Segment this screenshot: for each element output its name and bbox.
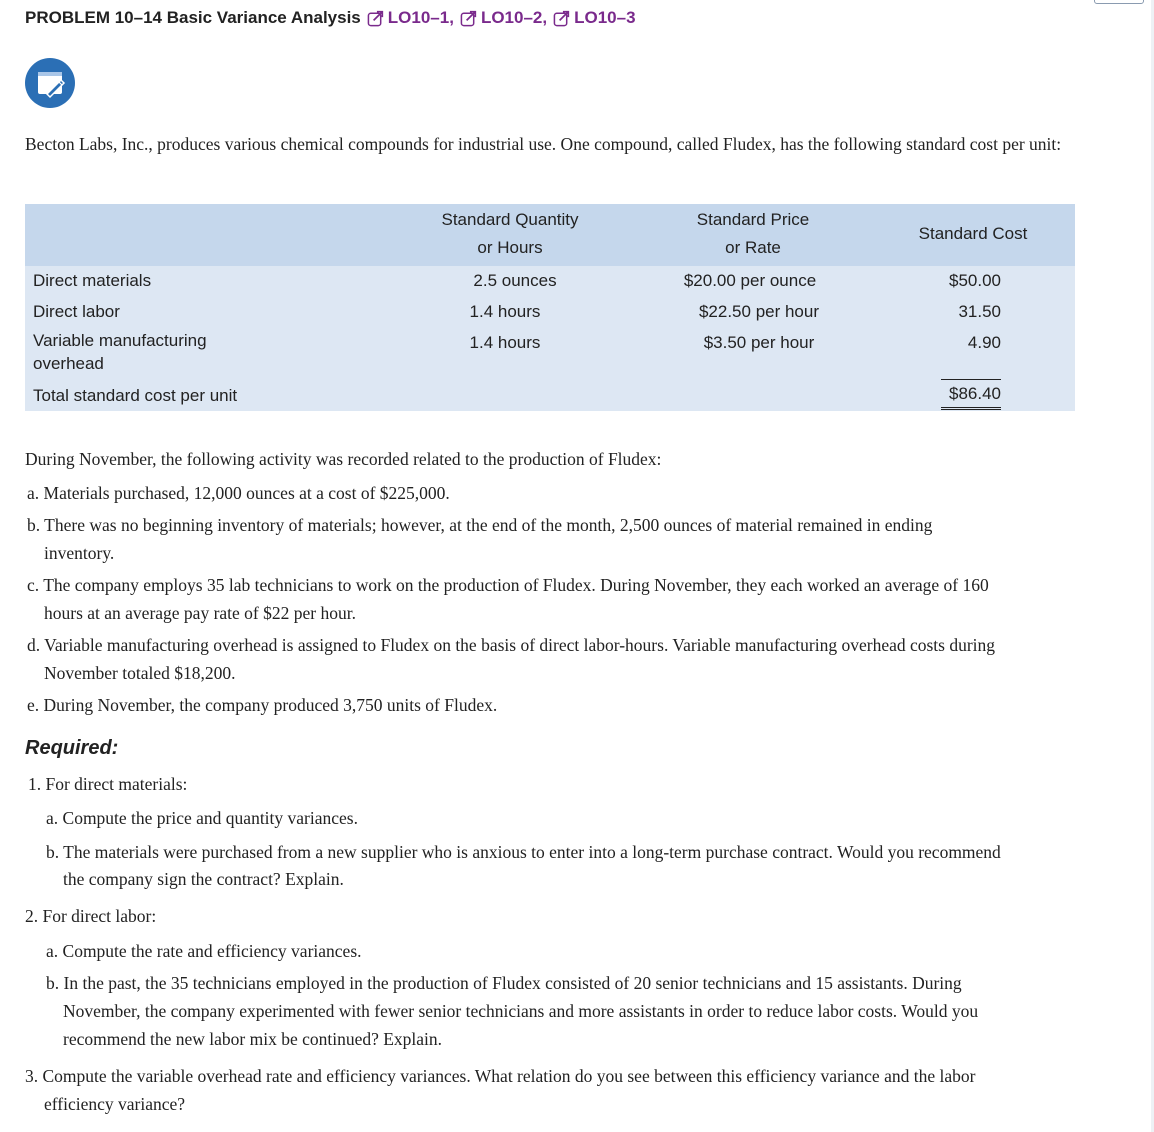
question-2a: a. Compute the rate and efficiency variances.	[46, 941, 362, 961]
row-label-materials: Direct materials	[33, 271, 152, 290]
question-3-line2: efficiency variance?	[44, 1094, 186, 1114]
activity-b-line2: inventory.	[44, 543, 115, 563]
lo-link-1[interactable]	[367, 8, 454, 28]
header-cost: Standard Cost	[918, 224, 1028, 243]
question-1b-line2: the company sign the contract? Explain.	[63, 869, 344, 889]
title-text: PROBLEM 10–14 Basic Variance Analysis	[25, 8, 361, 27]
row-cost-materials: $50.00	[949, 271, 1001, 290]
lo-label[interactable]: LO10–3	[574, 8, 636, 27]
external-link-icon	[553, 10, 570, 27]
header-qty-line2: or Hours	[477, 238, 543, 257]
row-qty-labor: 1.4 hours	[469, 302, 541, 321]
lo-link-2[interactable]	[460, 8, 547, 28]
total-label: Total standard cost per unit	[33, 386, 238, 405]
question-1b-line1: b. The materials were purchased from a new supplier who is anxious to enter into a long-term purchase contract. Would you recommend	[46, 842, 1001, 862]
activity-d-line1: d. Variable manufacturing overhead is assigned to Fludex on the basis of direct labor-hours. Variable manufacturing overhead costs during	[27, 635, 996, 655]
lo-label[interactable]: LO10–2,	[480, 8, 548, 27]
question-1: 1. For direct materials:	[28, 774, 188, 794]
row-qty-materials: 2.5 ounces	[473, 271, 557, 290]
row-price-labor: $22.50 per hour	[698, 302, 820, 321]
row-label-labor: Direct labor	[33, 302, 120, 321]
top-toolbar-button[interactable]	[1094, 0, 1144, 4]
header-price-line1: Standard Price	[696, 210, 810, 229]
external-link-icon	[460, 10, 477, 27]
notebook-icon	[25, 58, 75, 108]
row-price-materials: $20.00 per ounce	[683, 271, 817, 290]
problem-title	[25, 8, 636, 28]
standard-cost-table	[25, 204, 1075, 411]
activity-d-line2: November totaled $18,200.	[44, 663, 236, 683]
activity-e: e. During November, the company produced 3,750 units of Fludex.	[27, 695, 498, 715]
problem-badge	[25, 58, 75, 108]
question-2b-line1: b. In the past, the 35 technicians employed in the production of Fludex consisted of 20 senior technicians and 15 assistants. During	[46, 973, 962, 993]
row-cost-overhead: 4.90	[967, 333, 1001, 352]
lo-link-3[interactable]	[553, 8, 635, 28]
row-label-overhead-line1: Variable manufacturing	[33, 331, 207, 350]
required-heading: Required:	[25, 737, 119, 759]
row-qty-overhead: 1.4 hours	[469, 333, 541, 352]
activity-c-line1: c. The company employs 35 lab technicians to work on the production of Fludex. During November, they each worked an average of 160	[27, 575, 989, 595]
activity-intro: During November, the following activity was recorded related to the production of Fludex:	[25, 449, 662, 469]
external-link-icon	[367, 10, 384, 27]
intro-paragraph: Becton Labs, Inc., produces various chemical compounds for industrial use. One compound, called Fludex, has the following standard cost per unit:	[25, 134, 1062, 154]
row-cost-labor: 31.50	[958, 302, 1001, 321]
question-3-line1: 3. Compute the variable overhead rate and efficiency variances. What relation do you see between this efficiency variance and the labor	[25, 1066, 976, 1086]
question-2b-line2: November, the company experimented with fewer senior technicians and more assistants in order to reduce labor costs. Would you	[63, 1001, 979, 1021]
header-qty-line1: Standard Quantity	[441, 210, 579, 229]
lo-label[interactable]: LO10–1,	[387, 8, 454, 27]
activity-c-line2: hours at an average pay rate of $22 per hour.	[44, 603, 356, 623]
row-price-overhead: $3.50 per hour	[703, 333, 815, 352]
question-1a: a. Compute the price and quantity variances.	[46, 808, 358, 828]
total-cost: $86.40	[941, 379, 1001, 410]
question-2: 2. For direct labor:	[25, 906, 157, 926]
question-2b-line3: recommend the new labor mix be continued? Explain.	[63, 1029, 443, 1049]
activity-b-line1: b. There was no beginning inventory of materials; however, at the end of the month, 2,500 ounces of material remained in ending	[27, 515, 933, 535]
row-label-overhead-line2: overhead	[33, 354, 104, 373]
activity-a: a. Materials purchased, 12,000 ounces at a cost of $225,000.	[27, 483, 450, 503]
header-price-line2: or Rate	[725, 238, 781, 257]
